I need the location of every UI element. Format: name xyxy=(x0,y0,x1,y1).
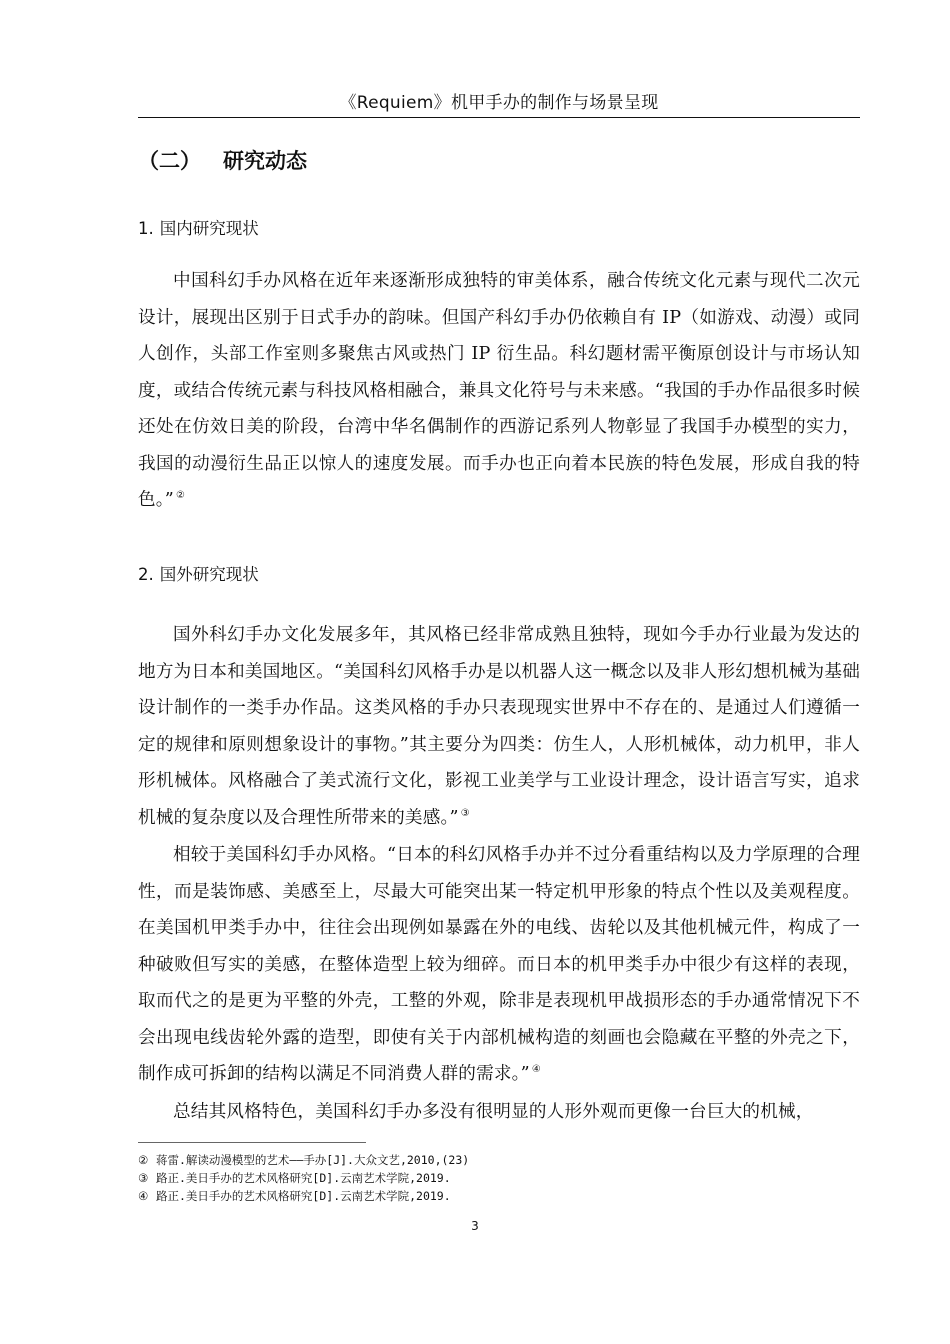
footnote-text: 路正.美日手办的艺术风格研究[D].云南艺术学院,2019. xyxy=(156,1189,451,1203)
page-number: 3 xyxy=(471,1219,479,1233)
footnote-reference[interactable]: ② xyxy=(175,490,186,502)
footnote-item xyxy=(138,1169,860,1187)
subsection-number: 1. xyxy=(138,219,154,238)
footnote-text: 路正.美日手办的艺术风格研究[D].云南艺术学院,2019. xyxy=(156,1171,451,1185)
section-number: （二） xyxy=(138,149,201,173)
footnote-mark: ③ xyxy=(138,1171,149,1185)
footnote-item xyxy=(138,1187,860,1205)
paragraph-text: 相较于美国科幻手办风格。“日本的科幻风格手办并不过分看重结构以及力学原理的合理性，而是装饰感、美感至上，尽最大可能突出某一特定机甲形象的特点个性以及美观程度。在美国机甲类手办中，往往会出现例如暴露在外的电线、齿轮以及其他机械元件，构成了一种破败但写实的美感，在整体造型上较为细碎。而日本的机甲类手办中很少有这样的表现，取而代之的是更为平整的外壳，工整的外观，除非是表现机甲战损形态的手办通常情况下不会出现电线齿轮外露的造型，即使有关于内部机械构造的刻画也会隐藏在平整的外壳之下，制作成可拆卸的结构以满足不同消费人群的需求。” xyxy=(138,845,860,1084)
subsection-number: 2. xyxy=(138,565,154,584)
footnote-mark: ④ xyxy=(138,1189,149,1203)
subsection-title: 国外研究现状 xyxy=(159,565,259,584)
paragraph-domestic xyxy=(138,263,860,519)
paragraph-foreign-3 xyxy=(138,1094,860,1131)
running-header-title: 《Requiem》机甲手办的制作与场景呈现 xyxy=(339,93,659,113)
header-rule xyxy=(138,117,860,118)
paragraph-text: 总结其风格特色，美国科幻手办多没有很明显的人形外观而更像一台巨大的机械， xyxy=(173,1102,814,1122)
subsection-heading-foreign xyxy=(138,563,259,587)
footnote-item xyxy=(138,1151,860,1169)
footnote-mark: ② xyxy=(138,1153,149,1167)
section-heading xyxy=(138,146,307,176)
paragraph-text: 中国科幻手办风格在近年来逐渐形成独特的审美体系，融合传统文化元素与现代二次元设计，展现出区别于日式手办的韵味。但国产科幻手办仍依赖自有 IP（如游戏、动漫）或同人创作，头部工作室则多聚焦古风或热门 IP 衍生品。科幻题材需平衡原创设计与市场认知度，或结合传统元素与科技风格相融合，兼具文化符号与未来感。“我国的手办作品很多时候还处在仿效日美的阶段，台湾中华名偶制作的西游记系列人物彰显了我国手办模型的实力，我国的动漫衍生品正以惊人的速度发展。而手办也正向着本民族的特色发展，形成自我的特色。” xyxy=(138,271,860,510)
footnote-reference[interactable]: ④ xyxy=(531,1064,542,1076)
footnote-text: 蒋雷.解读动漫模型的艺术——手办[J].大众文艺,2010,(23) xyxy=(156,1153,470,1167)
footnote-separator xyxy=(138,1142,366,1143)
paragraph-text: 国外科幻手办文化发展多年，其风格已经非常成熟且独特，现如今手办行业最为发达的地方为日本和美国地区。“美国科幻风格手办是以机器人这一概念以及非人形幻想机械为基础设计制作的一类手办作品。这类风格的手办只表现现实世界中不存在的、是通过人们遵循一定的规律和原则想象设计的事物。”其主要分为四类：仿生人，人形机械体，动力机甲，非人形机械体。风格融合了美式流行文化，影视工业美学与工业设计理念，设计语言写实，追求机械的复杂度以及合理性所带来的美感。” xyxy=(138,625,860,828)
paragraph-foreign-2 xyxy=(138,837,860,1093)
subsection-heading-domestic xyxy=(138,217,259,241)
footnote-reference[interactable]: ③ xyxy=(460,807,470,819)
section-title: 研究动态 xyxy=(223,149,307,173)
footnotes xyxy=(138,1151,860,1205)
paragraph-foreign-1 xyxy=(138,617,860,836)
subsection-title: 国内研究现状 xyxy=(159,219,259,238)
